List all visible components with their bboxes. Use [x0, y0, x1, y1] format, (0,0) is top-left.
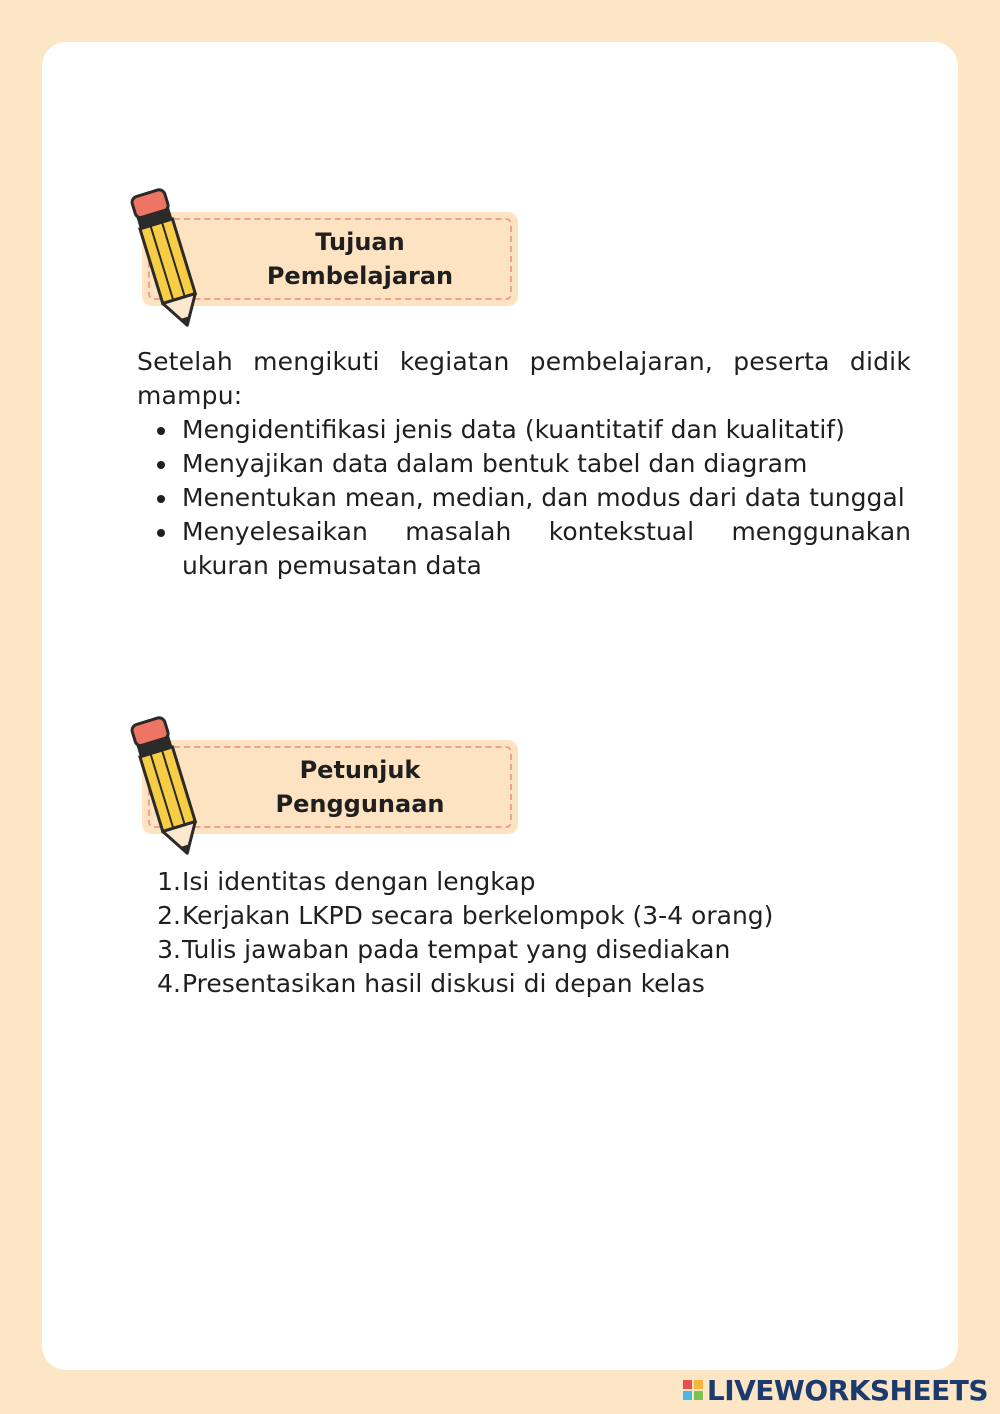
list-item-text: Mengidentifikasi jenis data (kuantitatif dan kualitatif): [182, 415, 845, 444]
list-item-text: Presentasikan hasil diskusi di depan kelas: [182, 969, 705, 998]
pencil-icon: [128, 184, 208, 334]
section-title-line2: Pembelajaran: [266, 262, 454, 290]
logo-square: [683, 1380, 692, 1389]
section-title-line1: Petunjuk: [299, 756, 421, 784]
logo-square: [694, 1391, 703, 1400]
list-number: 1.: [157, 867, 181, 896]
bullet-icon: [157, 529, 165, 537]
pencil-icon: [128, 712, 208, 862]
list-item: [137, 447, 911, 481]
list-number: 2.: [157, 901, 181, 930]
list-item: [137, 967, 911, 1001]
list-item: [137, 413, 911, 447]
list-item: [137, 933, 911, 967]
brand-name: LIVEWORKSHEETS: [706, 1373, 988, 1407]
objectives-intro: Setelah mengikuti kegiatan pembelajaran, peserta didik mampu:: [137, 347, 911, 410]
list-item-text: Tulis jawaban pada tempat yang disediakan: [182, 935, 731, 964]
section-title-line1: Tujuan: [315, 228, 405, 256]
bullet-icon: [157, 461, 165, 469]
bullet-icon: [157, 427, 165, 435]
section-title-tujuan: [212, 212, 508, 306]
list-item: [137, 899, 911, 933]
objectives-list: [137, 413, 911, 583]
bullet-icon: [157, 495, 165, 503]
logo-square: [694, 1380, 703, 1389]
list-item-text: Menyajikan data dalam bentuk tabel dan diagram: [182, 449, 808, 478]
list-item-text: Menyelesaikan masalah kontekstual menggunakan ukuran pemusatan data: [182, 517, 911, 580]
liveworksheets-logo-icon: [683, 1380, 703, 1400]
logo-square: [683, 1391, 692, 1400]
liveworksheets-footer[interactable]: [683, 1370, 988, 1410]
list-item: [137, 865, 911, 899]
section-title-petunjuk: [212, 740, 508, 834]
list-number: 4.: [157, 969, 181, 998]
list-item-text: Isi identitas dengan lengkap: [182, 867, 536, 896]
instructions-list: [137, 865, 911, 1001]
list-item-text: Kerjakan LKPD secara berkelompok (3-4 orang): [182, 901, 774, 930]
section-title-line2: Penggunaan: [275, 790, 445, 818]
list-number: 3.: [157, 935, 181, 964]
list-item-text: Menentukan mean, median, dan modus dari data tunggal: [182, 483, 905, 512]
list-item: [137, 515, 911, 583]
list-item: [137, 481, 911, 515]
